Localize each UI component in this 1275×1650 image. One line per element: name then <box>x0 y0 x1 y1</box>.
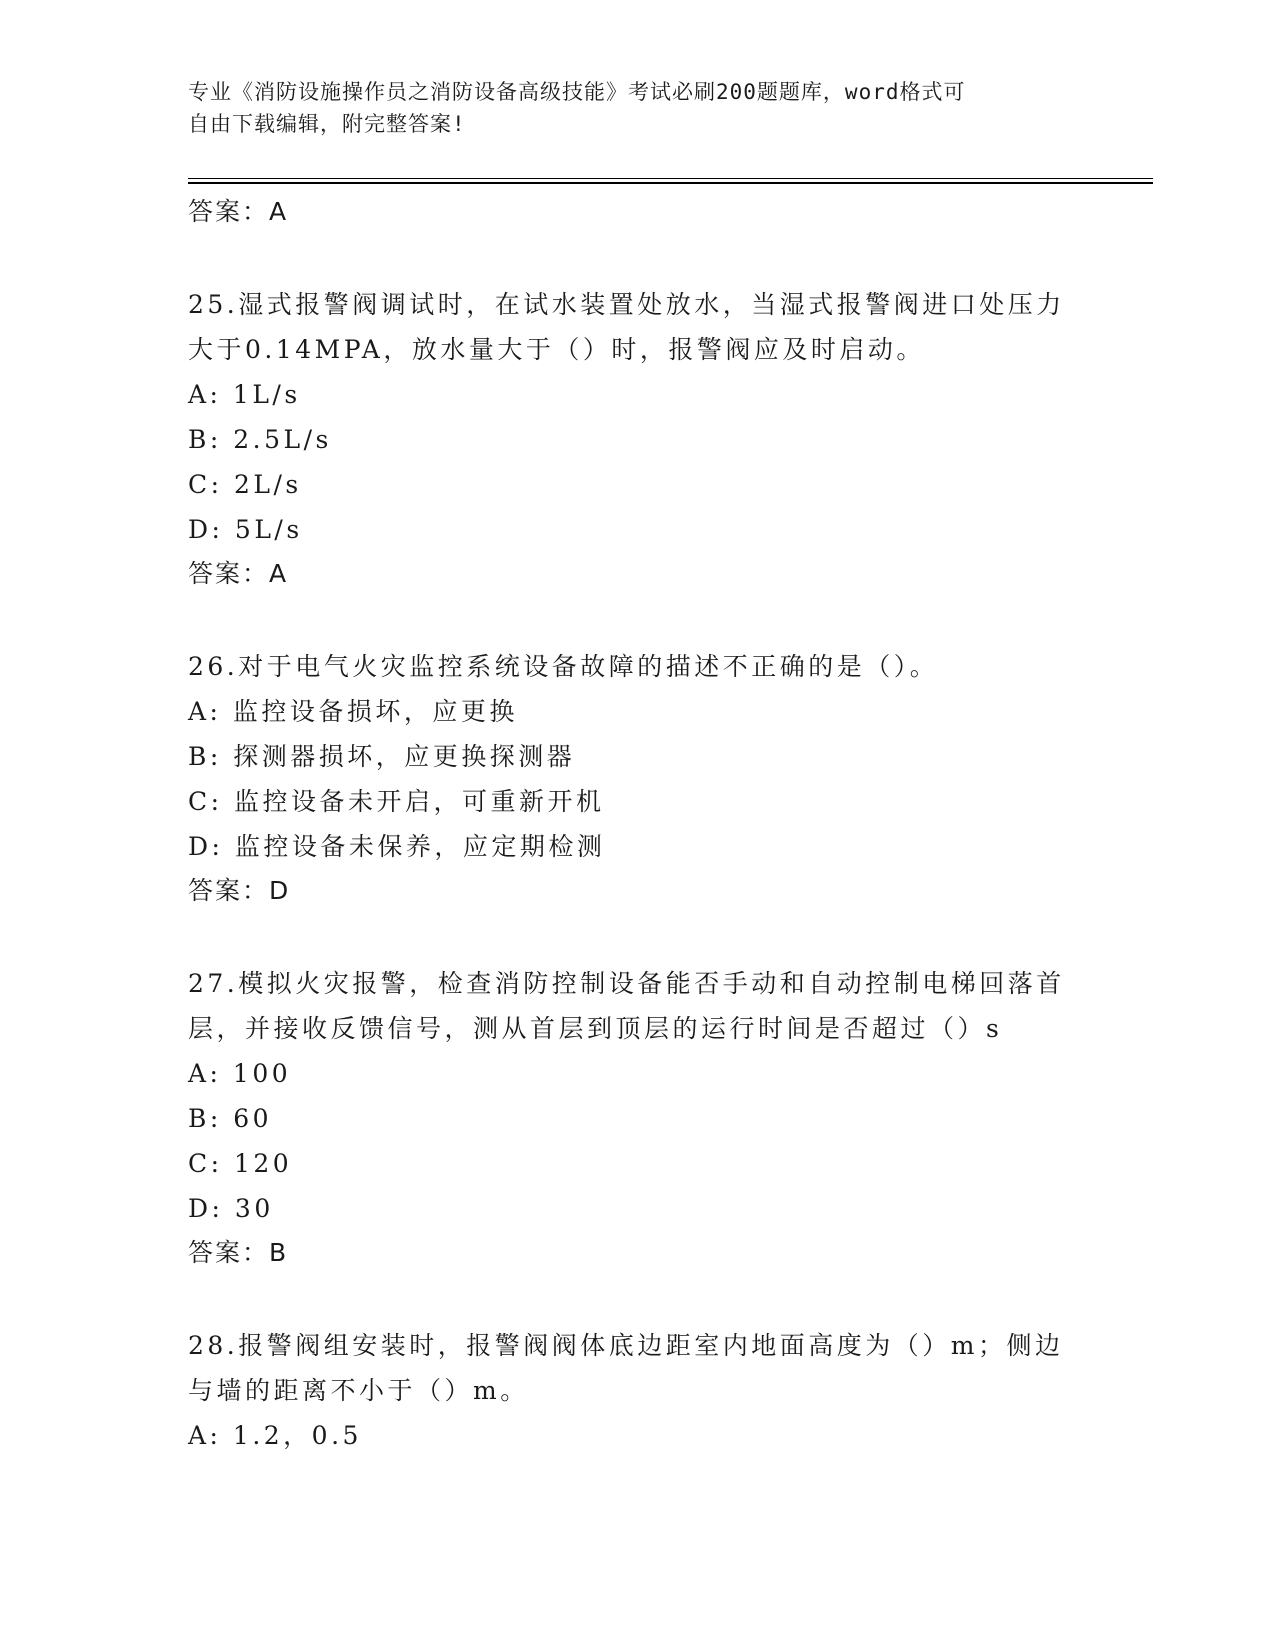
option-c: C: 120 <box>188 1149 293 1178</box>
option-c: C: 监控设备未开启，可重新开机 <box>188 787 605 816</box>
question-25 <box>188 282 1088 596</box>
question-28 <box>188 1323 1088 1458</box>
document-body <box>188 190 1088 1458</box>
header-divider-thick <box>188 182 1153 184</box>
answer-line: 答案：A <box>188 559 289 588</box>
document-header <box>188 76 1068 140</box>
question-text: 28.报警阀组安装时，报警阀阀体底边距室内地面高度为（）m；侧边与墙的距离不小于（）m。 <box>188 1331 1064 1405</box>
question-27 <box>188 961 1088 1275</box>
header-line-2: 自由下载编辑，附完整答案! <box>188 112 466 136</box>
answer-line: 答案：A <box>188 197 289 226</box>
option-d: D: 30 <box>188 1194 274 1223</box>
question-text: 25.湿式报警阀调试时，在试水装置处放水，当湿式报警阀进口处压力大于0.14MPA，放水量大于（）时，报警阀应及时启动。 <box>188 290 1065 364</box>
answer-line: 答案：D <box>188 876 291 905</box>
option-c: C: 2L/s <box>188 470 302 499</box>
option-a: A: 100 <box>188 1059 292 1088</box>
header-divider-thin <box>188 178 1153 179</box>
option-a: A: 1.2，0.5 <box>188 1421 362 1450</box>
option-d: D: 监控设备未保养，应定期检测 <box>188 832 606 861</box>
option-d: D: 5L/s <box>188 515 303 544</box>
question-text: 27.模拟火灾报警，检查消防控制设备能否手动和自动控制电梯回落首层，并接收反馈信号，测从首层到顶层的运行时间是否超过（）s <box>188 969 1065 1043</box>
option-b: B: 探测器损坏，应更换探测器 <box>188 742 576 771</box>
option-a: A: 1L/s <box>188 380 301 409</box>
option-b: B: 60 <box>188 1104 273 1133</box>
option-b: B: 2.5L/s <box>188 425 332 454</box>
question-text: 26.对于电气火灾监控系统设备故障的描述不正确的是（）。 <box>188 652 939 681</box>
answer-line: 答案：B <box>188 1238 289 1267</box>
option-a: A: 监控设备损坏，应更换 <box>188 697 518 726</box>
question-26 <box>188 644 1088 913</box>
header-line-1: 专业《消防设施操作员之消防设备高级技能》考试必刷200题题库，word格式可 <box>188 80 966 104</box>
